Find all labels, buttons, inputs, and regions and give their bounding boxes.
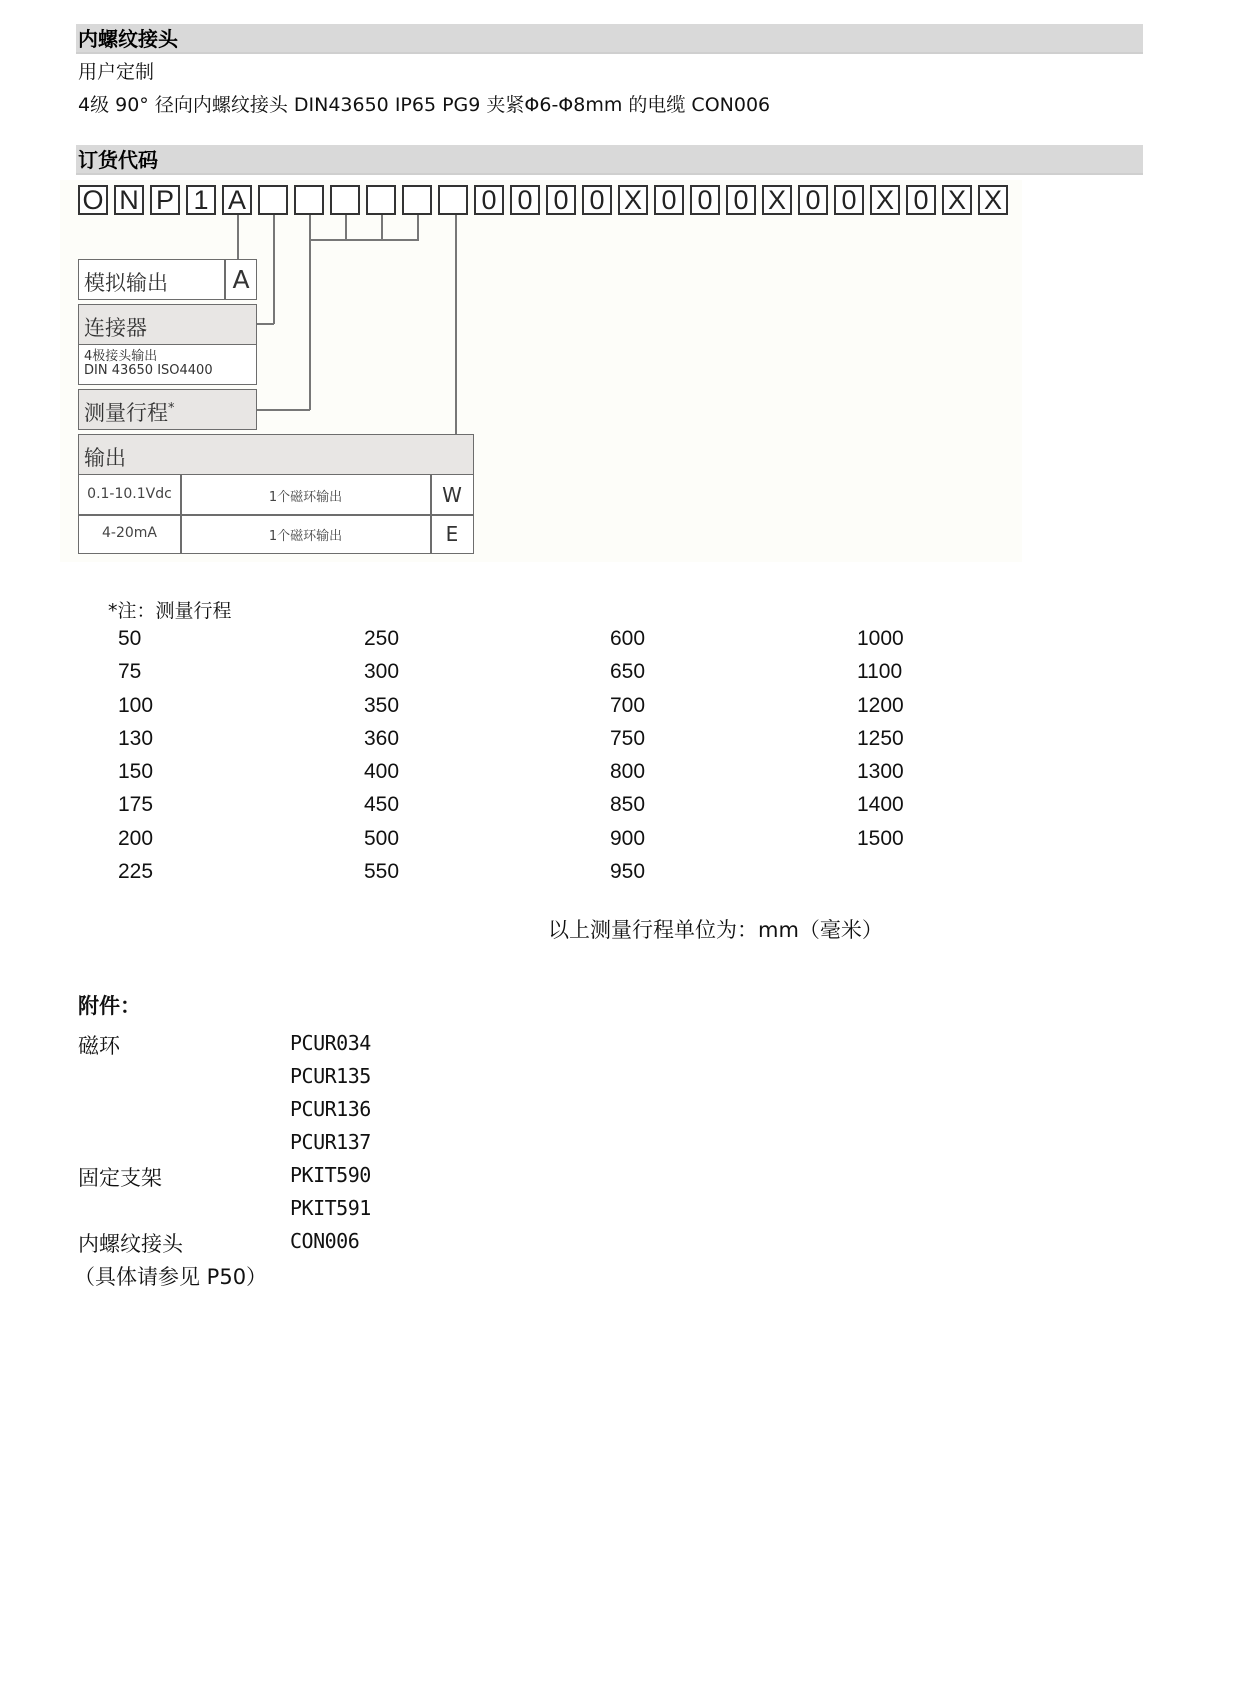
code-box: X	[762, 185, 792, 215]
asterisk-mark: *	[168, 401, 175, 416]
connector-line	[417, 215, 419, 240]
code-box: 0	[690, 185, 720, 215]
code-box	[258, 185, 288, 215]
stroke-value: 1400	[857, 793, 904, 817]
accessory-code: PKIT590	[290, 1163, 371, 1187]
output-signal: 4-20mA	[102, 525, 157, 541]
code-box: 0	[582, 185, 612, 215]
stroke-value: 250	[364, 627, 400, 650]
output-desc: 1个磁环输出	[268, 529, 343, 544]
connector-line	[345, 215, 347, 240]
code-box	[402, 185, 432, 215]
output-signal: 0.1-10.1Vdc	[87, 486, 172, 502]
output-desc: 1个磁环输出	[268, 490, 343, 505]
code-box: X	[870, 185, 900, 215]
stroke-value: 900	[610, 826, 646, 850]
stroke-value: 950	[610, 860, 646, 884]
stroke-value: 225	[118, 860, 154, 884]
analog-output-label: 模拟输出	[84, 271, 168, 295]
stroke-value: 200	[118, 826, 154, 850]
section-title: 订货代码	[78, 148, 158, 172]
output-label: 输出	[84, 446, 126, 470]
stroke-unit-note: 以上测量行程单位为：mm（毫米）	[548, 918, 883, 942]
stroke-value: 350	[364, 693, 400, 717]
stroke-note-title: *注：测量行程	[108, 600, 232, 622]
accessory-code: PCUR136	[290, 1097, 371, 1121]
stroke-value: 400	[364, 760, 400, 784]
accessory-code: PKIT591	[290, 1196, 371, 1220]
connector-line	[256, 409, 310, 411]
connector-line	[455, 215, 457, 435]
stroke-value: 1000	[857, 627, 904, 650]
code-box: X	[978, 185, 1008, 215]
stroke-column	[364, 627, 399, 893]
section-header-female-connector	[76, 24, 1143, 54]
analog-output-code: A	[232, 265, 250, 294]
code-box	[366, 185, 396, 215]
code-box: N	[114, 185, 144, 215]
stroke-value: 1100	[857, 660, 903, 684]
code-box: P	[150, 185, 180, 215]
stroke-value: 300	[364, 660, 400, 684]
stroke-label-text: 测量行程	[84, 401, 168, 425]
output-code: W	[442, 483, 462, 507]
stroke-value: 600	[610, 627, 646, 650]
connector-detail-line2: DIN 43650 ISO4400	[84, 363, 213, 378]
stroke-value: 150	[118, 760, 154, 784]
description: 4级 90° 径向内螺纹接头 DIN43650 IP65 PG9 夹紧Φ6-Φ8mm 的电缆 CON006	[78, 94, 771, 116]
accessory-code: PCUR135	[290, 1064, 371, 1088]
stroke-value: 850	[610, 793, 646, 817]
connector-line	[381, 215, 383, 240]
stroke-box	[78, 389, 257, 430]
connector-detail-line1: 4极接头输出	[84, 349, 158, 364]
code-box: 0	[474, 185, 504, 215]
code-box: A	[222, 185, 252, 215]
accessory-code: PCUR034	[290, 1031, 371, 1055]
stroke-value: 50	[118, 627, 142, 650]
connector-line	[309, 239, 419, 241]
accessories-title: 附件：	[78, 994, 141, 1018]
accessory-label-connector: 内螺纹接头	[78, 1232, 183, 1256]
stroke-value: 700	[610, 693, 646, 717]
stroke-column	[857, 627, 904, 860]
output-table	[78, 474, 474, 554]
code-box: 0	[798, 185, 828, 215]
stroke-value: 360	[364, 726, 400, 750]
stroke-value: 550	[364, 860, 400, 884]
connector-line	[309, 215, 311, 410]
code-box: X	[618, 185, 648, 215]
stroke-value: 100	[118, 693, 154, 717]
code-box	[438, 185, 468, 215]
code-box: O	[78, 185, 108, 215]
accessory-reference: （具体请参见 P50）	[74, 1265, 268, 1289]
code-box: 0	[546, 185, 576, 215]
code-box	[330, 185, 360, 215]
stroke-value: 800	[610, 760, 646, 784]
connector-line	[273, 215, 275, 324]
stroke-value: 500	[364, 826, 400, 850]
stroke-value: 75	[118, 660, 142, 684]
code-box: 0	[510, 185, 540, 215]
output-header-box	[78, 434, 474, 475]
accessory-label-bracket: 固定支架	[78, 1166, 162, 1190]
code-box: 1	[186, 185, 216, 215]
code-box: 0	[654, 185, 684, 215]
code-box: 0	[834, 185, 864, 215]
code-box: X	[942, 185, 972, 215]
accessory-label-magnet: 磁环	[78, 1034, 120, 1058]
stroke-column	[610, 627, 645, 893]
output-code: E	[445, 522, 459, 546]
section-title: 内螺纹接头	[78, 27, 178, 51]
connector-box	[78, 304, 257, 345]
code-box: 0	[726, 185, 756, 215]
connector-label: 连接器	[84, 316, 147, 340]
stroke-value: 650	[610, 660, 646, 684]
stroke-column	[118, 627, 153, 893]
subtitle: 用户定制	[78, 61, 155, 83]
accessory-code: PCUR137	[290, 1130, 371, 1154]
connector-line	[256, 323, 274, 325]
divider	[79, 514, 473, 516]
code-box: 0	[906, 185, 936, 215]
analog-output-box	[78, 259, 257, 300]
connector-detail-box	[78, 344, 257, 385]
stroke-label	[84, 397, 175, 427]
stroke-value: 175	[118, 793, 154, 817]
stroke-value: 1250	[857, 726, 904, 750]
accessory-code: CON006	[290, 1229, 360, 1253]
stroke-value: 750	[610, 726, 646, 750]
stroke-value: 1200	[857, 693, 904, 717]
stroke-value: 450	[364, 793, 400, 817]
stroke-value: 1300	[857, 760, 904, 784]
section-header-order-code	[76, 145, 1143, 175]
stroke-value: 130	[118, 726, 154, 750]
connector-line	[237, 215, 239, 260]
code-box	[294, 185, 324, 215]
stroke-value: 1500	[857, 826, 904, 850]
